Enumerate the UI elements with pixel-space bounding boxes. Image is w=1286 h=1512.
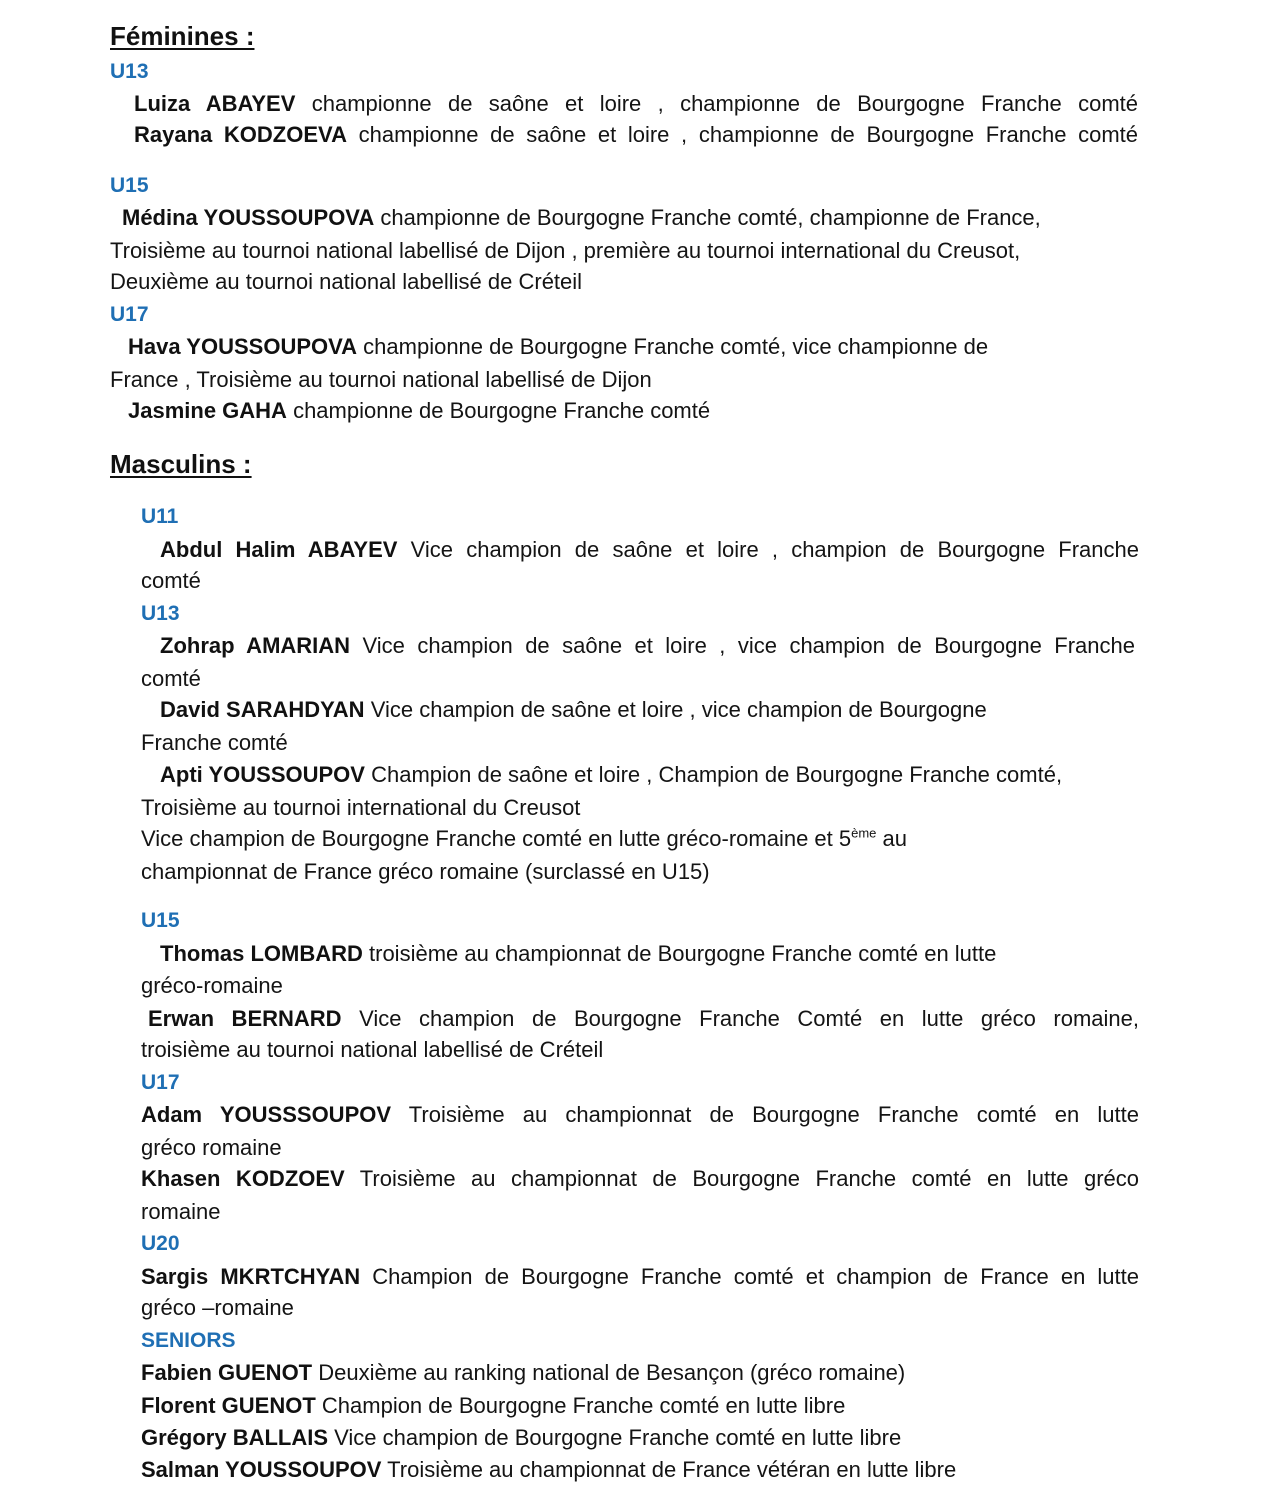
entry-erwan-bernard <box>148 1004 1139 1034</box>
entry-continuation: Troisième au tournoi national labellisé de Dijon , première au tournoi international du Creusot, <box>110 238 1021 263</box>
entry-continuation: romaine <box>141 1199 221 1224</box>
entry-continuation: comté <box>141 568 201 593</box>
category-label-u13-m: U13 <box>141 602 180 625</box>
entry-continuation: France , Troisième au tournoi national labellisé de Dijon <box>110 367 652 392</box>
athlete-results: championne de saône et loire , championne de Bourgogne Franche comté <box>295 91 1139 116</box>
entry-david-sarahdyan <box>160 695 987 725</box>
athlete-results: Vice champion de Bourgogne Franche Comté en lutte gréco romaine, <box>341 1006 1139 1031</box>
entry-continuation: comté <box>141 666 201 691</box>
category-label-u13-f: U13 <box>110 60 149 83</box>
results-text: au <box>876 826 908 851</box>
entry-sargis-mkrtchyan <box>141 1262 1139 1292</box>
entry-apti-youssoupov <box>160 760 1062 790</box>
category-label-u15-m: U15 <box>141 909 180 932</box>
entry-continuation: gréco romaine <box>141 1135 282 1160</box>
athlete-results: championne de saône et loire , championne de Bourgogne Franche comté <box>346 122 1139 147</box>
athlete-name: Thomas LOMBARD <box>160 941 363 966</box>
category-label-u15-f: U15 <box>110 174 149 197</box>
entry-khasen-kodzoev <box>141 1164 1139 1194</box>
athlete-results: Troisième au championnat de Bourgogne Franche comté en lutte <box>391 1102 1139 1127</box>
athlete-name: Sargis MKRTCHYAN <box>141 1264 361 1289</box>
entry-rayana-kodzoeva <box>134 120 1138 150</box>
ordinal-suffix: ème <box>851 825 877 841</box>
athlete-results: Vice champion de Bourgogne Franche comté en lutte libre <box>328 1425 902 1450</box>
athlete-results: Vice champion de saône et loire , champion de Bourgogne Franche <box>397 537 1139 562</box>
entry-continuation: Franche comté <box>141 730 288 755</box>
athlete-name: Abdul Halim ABAYEV <box>160 537 398 562</box>
entry-adam-youssoupov <box>141 1100 1139 1130</box>
athlete-name: Florent GUENOT <box>141 1393 316 1418</box>
entry-continuation: troisième au tournoi national labellisé de Créteil <box>141 1037 604 1062</box>
entry-florent-guenot <box>141 1391 845 1421</box>
entry-continuation: gréco-romaine <box>141 973 283 998</box>
athlete-name: Jasmine GAHA <box>128 398 287 423</box>
athlete-name: Erwan BERNARD <box>148 1006 342 1031</box>
entry-thomas-lombard <box>160 939 996 969</box>
athlete-name: Salman YOUSSOUPOV <box>141 1457 382 1482</box>
results-text: Vice champion de Bourgogne Franche comté en lutte gréco-romaine et 5 <box>141 826 852 851</box>
entry-jasmine-gaha <box>128 396 710 426</box>
athlete-name: Zohrap AMARIAN <box>160 633 351 658</box>
athlete-name: Médina YOUSSOUPOVA <box>122 205 375 230</box>
entry-hava-youssoupova <box>128 332 988 362</box>
athlete-results: championne de Bourgogne Franche comté, championne de France, <box>374 205 1041 230</box>
athlete-results: Champion de Bourgogne Franche comté en lutte libre <box>315 1393 846 1418</box>
entry-gregory-ballais <box>141 1423 901 1453</box>
athlete-name: Adam YOUSSSOUPOV <box>141 1102 392 1127</box>
category-label-seniors: SENIORS <box>141 1329 236 1352</box>
entry-medina-youssoupova <box>122 203 1041 233</box>
athlete-results: Champion de Bourgogne Franche comté et champion de France en lutte <box>360 1264 1139 1289</box>
athlete-results: championne de Bourgogne Franche comté, vice championne de <box>357 334 989 359</box>
athlete-results: troisième au championnat de Bourgogne Franche comté en lutte <box>362 941 997 966</box>
athlete-name: David SARAHDYAN <box>160 697 365 722</box>
feminines-heading: Féminines : <box>110 21 255 51</box>
category-label-u20-m: U20 <box>141 1232 180 1255</box>
entry-zohrap-amarian <box>160 631 1135 661</box>
athlete-results: Troisième au championnat de France vétéran en lutte libre <box>381 1457 957 1482</box>
athlete-results: Vice champion de saône et loire , vice champion de Bourgogne <box>364 697 987 722</box>
athlete-results: Champion de saône et loire , Champion de Bourgogne Franche comté, <box>364 762 1063 787</box>
entry-continuation: Deuxième au tournoi national labellisé de Créteil <box>110 269 583 294</box>
entry-continuation: championnat de France gréco romaine (surclassé en U15) <box>141 859 710 884</box>
athlete-name: Apti YOUSSOUPOV <box>160 762 365 787</box>
entry-fabien-guenot <box>141 1358 905 1388</box>
athlete-name: Luiza ABAYEV <box>134 91 296 116</box>
athlete-results: championne de Bourgogne Franche comté <box>286 398 711 423</box>
entry-continuation: gréco –romaine <box>141 1295 294 1320</box>
athlete-name: Fabien GUENOT <box>141 1360 313 1385</box>
entry-abdul-halim-abayev <box>160 535 1139 565</box>
masculins-heading: Masculins : <box>110 449 252 479</box>
athlete-name: Hava YOUSSOUPOVA <box>128 334 358 359</box>
athlete-name: Grégory BALLAIS <box>141 1425 329 1450</box>
entry-continuation <box>141 824 907 854</box>
entry-continuation: Troisième au tournoi international du Creusot <box>141 795 581 820</box>
category-label-u17-m: U17 <box>141 1071 180 1094</box>
category-label-u17-f: U17 <box>110 303 149 326</box>
athlete-name: Rayana KODZOEVA <box>134 122 347 147</box>
category-label-u11-m: U11 <box>141 505 179 528</box>
athlete-results: Deuxième au ranking national de Besançon (gréco romaine) <box>312 1360 906 1385</box>
athlete-name: Khasen KODZOEV <box>141 1166 345 1191</box>
entry-salman-youssoupov <box>141 1455 956 1485</box>
athlete-results: Vice champion de saône et loire , vice champion de Bourgogne Franche <box>350 633 1135 658</box>
athlete-results: Troisième au championnat de Bourgogne Franche comté en lutte gréco <box>344 1166 1140 1191</box>
entry-luiza-abayev <box>134 89 1138 119</box>
